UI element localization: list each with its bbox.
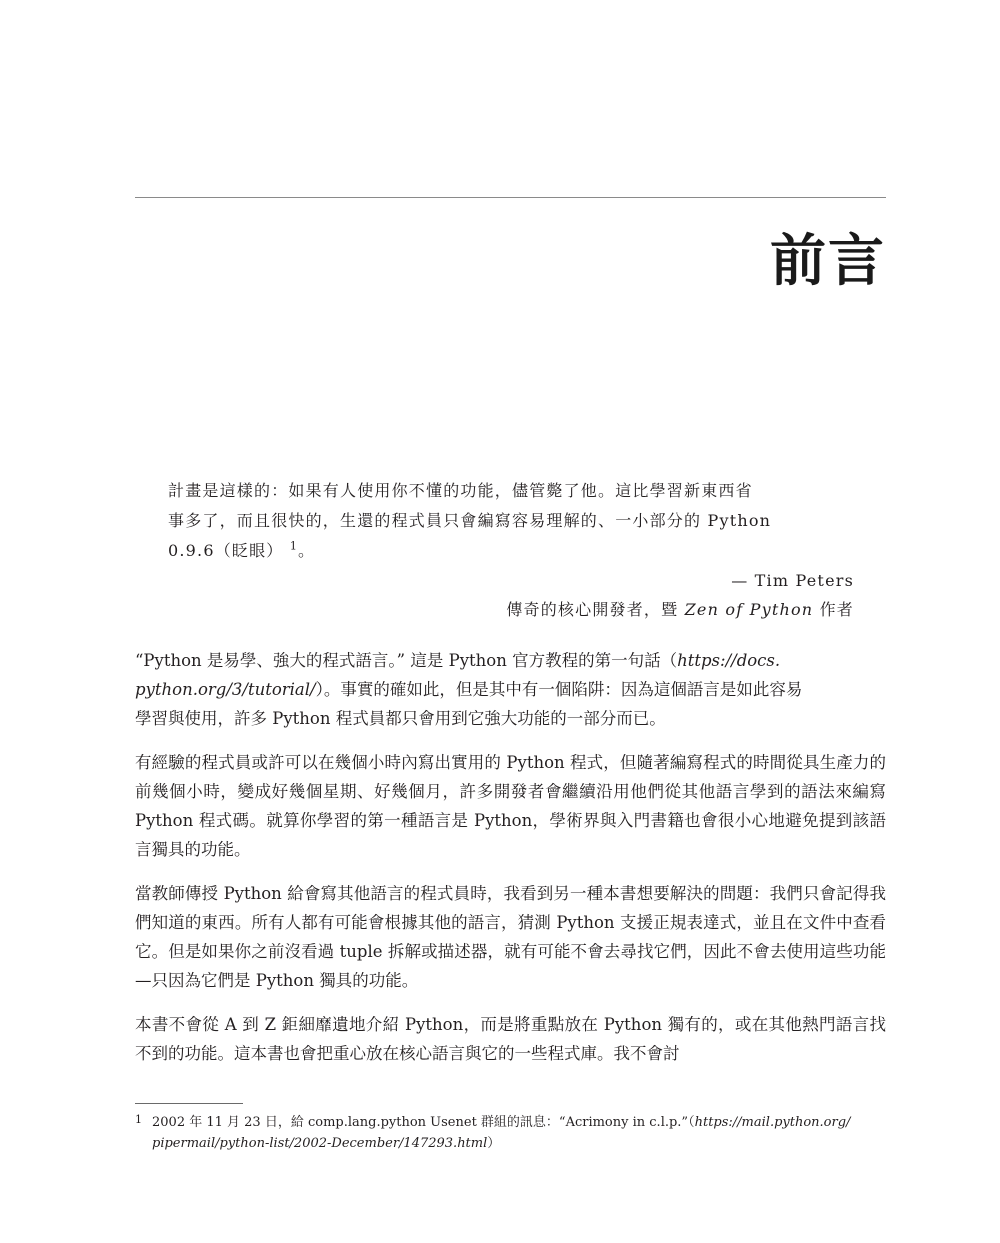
paragraph-text: ）。事實的確如此，但是其中有一個陷阱：因為這個語言是如此容易 [315, 680, 803, 699]
footnote-text: 2002 年 11 月 23 日，給 comp.lang.python Usenet 群組的訊息：“Acrimony in c.l.p.”（ [152, 1115, 695, 1130]
footnote-rule [135, 1103, 243, 1104]
tutorial-link[interactable]: https://docs. [677, 651, 781, 670]
tutorial-link-cont[interactable]: python.org/3/tutorial/ [135, 680, 316, 699]
mail-archive-link[interactable]: https://mail.python.org/ [694, 1115, 851, 1130]
paragraph-text: 學習與使用，許多 Python 程式員都只會用到它強大功能的一部分而已。 [135, 709, 666, 728]
body-text [135, 646, 886, 1083]
chapter-top-rule [135, 197, 886, 198]
footnote-line [152, 1112, 886, 1133]
paragraph-2: 有經驗的程式員或許可以在幾個小時內寫出實用的 Python 程式，但隨著編寫程式的時間從具生產力的前幾個小時，變成好幾個星期、好幾個月，許多開發者會繼續沿用他們從其他語言學到的語法來編寫 Python 程式碼。就算你學習的第一種語言是 Python，學術界與入門書籍也會很小心地避免提到該語言獨具的功能。 [135, 753, 886, 859]
attribution-name: — Tim Peters [731, 571, 854, 590]
epigraph-line [168, 536, 854, 566]
attribution-role-suffix: 作者 [813, 600, 854, 619]
epigraph-attribution [168, 566, 854, 624]
attribution-work-title: Zen of Python [684, 600, 814, 619]
paragraph-3: 當教師傳授 Python 給會寫其他語言的程式員時，我看到另一種本書想要解決的問題：我們只會記得我們知道的東西。所有人都有可能會根據其他的語言，猜測 Python 支援正規表達式，並且在文件中查看它。但是如果你之前沒看過 tuple 拆解或描述器，就有可能不會去尋找它們，因此不會去使用這些功能—只因為它們是 Python 獨具的功能。 [135, 884, 886, 990]
footnote-line [152, 1133, 886, 1154]
epigraph-quote [168, 476, 854, 566]
attribution-role [168, 595, 854, 624]
footnote-number: 1 [135, 1113, 142, 1126]
epigraph-line-text: 0.9.6（眨眼） [168, 541, 284, 560]
epigraph-line-end: 。 [298, 541, 316, 560]
chapter-title: 前言 [770, 229, 886, 294]
epigraph-line: 計畫是這樣的：如果有人使用你不懂的功能，儘管斃了他。這比學習新東西省 [168, 481, 753, 500]
paragraph-text: “Python 是易學、強大的程式語言。” 這是 Python 官方教程的第一句話（ [135, 651, 678, 670]
attribution-role-prefix: 傳奇的核心開發者，暨 [506, 600, 685, 619]
footnote-body [135, 1112, 886, 1154]
footnote [135, 1112, 886, 1154]
epigraph-line: 事多了，而且很快的，生還的程式員只會編寫容易理解的、一小部分的 Python [168, 511, 772, 530]
footnote-marker[interactable]: 1 [289, 539, 299, 553]
footnote-text-end: ） [487, 1136, 501, 1151]
mail-archive-link-cont[interactable]: pipermail/python-list/2002-December/147293.html [152, 1136, 488, 1151]
paragraph-4: 本書不會從 A 到 Z 鉅細靡遺地介紹 Python，而是將重點放在 Python 獨有的，或在其他熱門語言找不到的功能。這本書也會把重心放在核心語言與它的一些程式庫。我不會討 [135, 1015, 886, 1063]
paragraph-1 [135, 646, 886, 733]
